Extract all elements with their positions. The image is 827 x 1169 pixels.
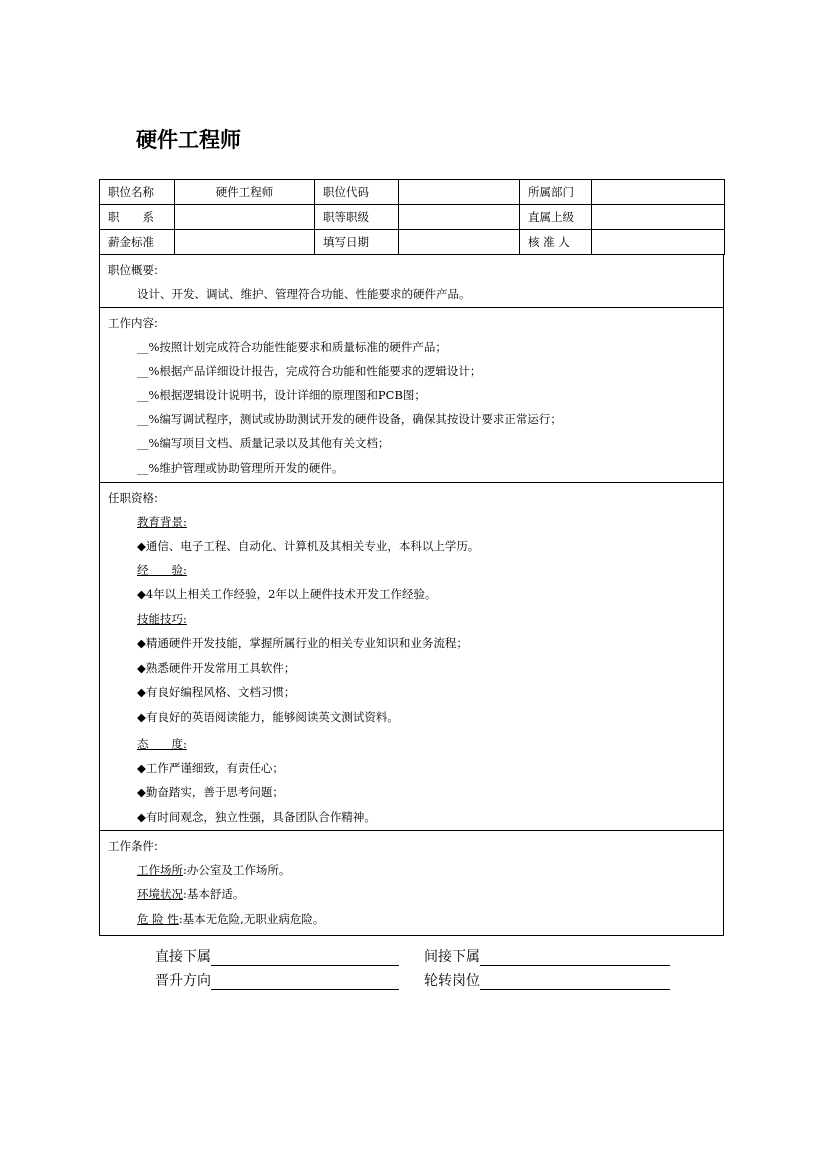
value-cell[interactable]: 硬件工程师 (175, 180, 315, 205)
section-heading: 任职资格: (108, 491, 158, 505)
duties-section (99, 308, 724, 483)
list-item: ◆工作严谨细致，有责任心； (137, 761, 284, 775)
list-item: __%按照计划完成符合功能性能要求和质量标准的硬件产品； (137, 340, 447, 354)
condition-label: 环境状况 (137, 887, 183, 901)
list-item: ◆熟悉硬件开发常用工具软件； (137, 661, 296, 675)
condition-text: :办公室及工作场所。 (183, 863, 291, 877)
attitude-label: 态 度: (137, 737, 187, 751)
fill-line[interactable] (480, 973, 670, 990)
list-item: ◆有良好编程风格、文档习惯； (137, 685, 296, 699)
education-text: ◆通信、电子工程、自动化、计算机及其相关专业，本科以上学历。 (137, 539, 480, 553)
list-item: ◆精通硬件开发技能，掌握所属行业的相关专业知识和业务流程； (137, 636, 468, 650)
qualifications-section (99, 483, 724, 831)
label-cell: 核 准 人 (520, 230, 592, 255)
condition-text: :基本无危险,无职业病危险。 (178, 912, 325, 926)
list-item: __%根据产品详细设计报告，完成符合功能和性能要求的逻辑设计； (137, 364, 482, 378)
table-row (100, 180, 725, 205)
condition-label: 工作场所 (137, 863, 183, 877)
footer-label: 间接下属 (424, 949, 480, 965)
footer-label: 晋升方向 (155, 973, 211, 989)
value-cell[interactable] (399, 230, 520, 255)
list-item: ◆有时间观念，独立性强，具备团队合作精神。 (137, 810, 376, 824)
conditions-section (99, 831, 724, 936)
list-item: __%根据逻辑设计说明书，设计详细的原理图和PCB图； (137, 388, 426, 402)
overview-section (99, 255, 724, 308)
condition-label: 危 险 性 (137, 912, 179, 926)
job-description-form (99, 179, 724, 936)
experience-label: 经 验: (137, 563, 187, 577)
list-item: ◆有良好的英语阅读能力，能够阅读英文测试资料。 (137, 710, 399, 724)
section-heading: 工作条件: (108, 839, 158, 853)
list-item: __%维护管理或协助管理所开发的硬件。 (137, 461, 344, 475)
value-cell[interactable] (592, 230, 725, 255)
value-cell[interactable] (399, 205, 520, 230)
fill-line[interactable] (211, 949, 399, 966)
section-heading: 职位概要: (108, 263, 158, 277)
rotation-position (424, 970, 670, 990)
label-cell: 填写日期 (315, 230, 399, 255)
list-item (137, 911, 324, 927)
footer-label: 轮转岗位 (424, 973, 480, 989)
condition-text: :基本舒适。 (183, 887, 245, 901)
value-cell[interactable] (175, 230, 315, 255)
education-label: 教育背景: (137, 515, 187, 529)
list-item: ◆勤奋踏实，善于思考问题； (137, 785, 284, 799)
list-item: __%编写调试程序，测试或协助测试开发的硬件设备，确保其按设计要求正常运行； (137, 412, 562, 426)
label-cell: 薪金标准 (100, 230, 175, 255)
overview-text: 设计、开发、调试、维护、管理符合功能、性能要求的硬件产品。 (137, 287, 471, 301)
value-cell[interactable] (399, 180, 520, 205)
value-cell[interactable] (592, 205, 725, 230)
table-row (100, 205, 725, 230)
label-cell: 所属部门 (520, 180, 592, 205)
page-title: 硬件工程师 (136, 128, 241, 152)
label-cell: 职位名称 (100, 180, 175, 205)
direct-subordinates (155, 946, 399, 966)
experience-text: ◆4年以上相关工作经验，2年以上硬件技术开发工作经验。 (137, 587, 437, 601)
promotion-path (155, 970, 399, 990)
section-heading: 工作内容: (108, 316, 158, 330)
indirect-subordinates (424, 946, 670, 966)
footer-label: 直接下属 (155, 949, 211, 965)
value-cell[interactable] (592, 180, 725, 205)
list-item (137, 862, 290, 878)
fill-line[interactable] (480, 949, 670, 966)
value-cell[interactable] (175, 205, 315, 230)
label-cell: 职位代码 (315, 180, 399, 205)
list-item (137, 886, 244, 902)
list-item: __%编写项目文档、质量记录以及其他有关文档； (137, 436, 390, 450)
table-row (100, 230, 725, 255)
header-table (99, 179, 725, 255)
label-cell: 职等职级 (315, 205, 399, 230)
label-cell: 职 系 (100, 205, 175, 230)
skills-label: 技能技巧: (137, 612, 187, 626)
fill-line[interactable] (211, 973, 399, 990)
label-cell: 直属上级 (520, 205, 592, 230)
